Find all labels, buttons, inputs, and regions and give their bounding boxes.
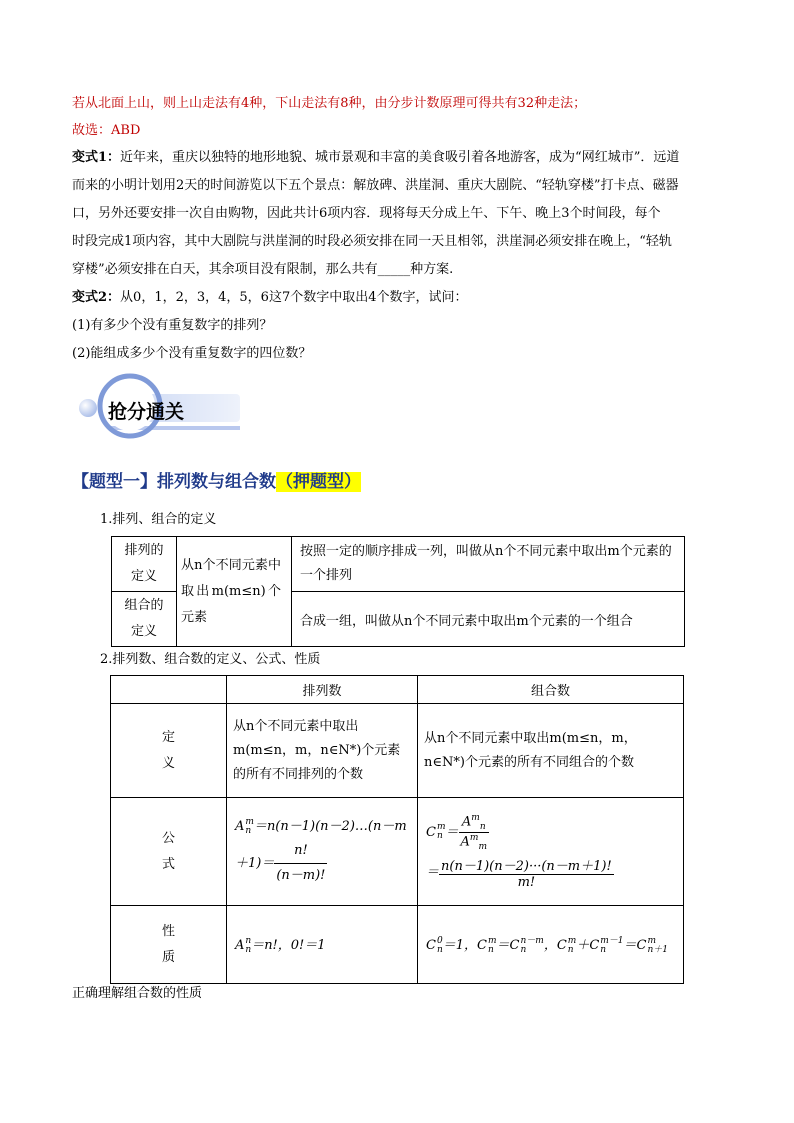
perm-formula: A m n ＝n(n－1)(n－2)…(n－m ＋1)＝ $\frac{n!}{(n-m)!}$: [227, 798, 418, 906]
variant2-label: 变式2：: [72, 290, 121, 305]
variant1-line: 口，另外还要安排一次自由购物，因此共计6项内容．现将每天分成上午、下午、晚上3个时间段，每个: [72, 206, 661, 221]
formula-table: [110, 675, 684, 984]
answer-choice: 故选：ABD: [72, 123, 141, 138]
row-prop-label: 性质: [111, 906, 227, 984]
subheading-1: 1.排列、组合的定义: [100, 512, 217, 527]
comb-def-label: 组合的定义: [112, 592, 177, 647]
variant1-line: 而来的小明计划用2天的时间游览以下五个景点：解放碑、洪崖洞、重庆大剧院、“轻轨穿楼”打卡点、磁器: [72, 178, 679, 193]
variant2-q1: (1)有多少个没有重复数字的排列？: [72, 318, 273, 333]
variant2-line: [72, 288, 468, 308]
def-comb: 从n个不同元素中取出m(m≤n，m，n∈N*)个元素的所有不同组合的个数: [418, 704, 684, 798]
comb-property: C 0 n ＝1，C m n ＝C n－m n ，C m n ＋C m－1 n ＝C m n＋1: [418, 906, 684, 984]
shared-desc: 从n个不同元素中取出m(m≤n)个元素: [181, 557, 281, 625]
section-highlight: （押题型）: [276, 472, 361, 492]
variant2-text: 从0，1，2，3，4，5，6这7个数字中取出4个数字，试问：: [120, 290, 468, 305]
variant2-q2: (2)能组成多少个没有重复数字的四位数？: [72, 346, 312, 361]
footer-text: 正确理解组合数的性质: [72, 986, 203, 1001]
answer-line: 若从北面上山，则上山走法有4种，下山走法有8种，由分步计数原理可得共有32种走法；: [72, 96, 587, 111]
perm-def-desc: 按照一定的顺序排成一列，叫做从n个不同元素中取出m个元素的一个排列: [292, 537, 685, 592]
variant1-label: 变式1：: [72, 150, 121, 165]
def-perm: 从n个不同元素中取出m(m≤n，m，n∈N*)个元素的所有不同排列的个数: [227, 704, 418, 798]
subheading-2: 2.排列数、组合数的定义、公式、性质: [100, 652, 321, 667]
perm-def-label: 排列的定义: [112, 537, 177, 592]
section-title: 【题型一】排列数与组合数: [72, 472, 276, 492]
comb-formula: C m n ＝ $\frac{A^m_n}{A^m_m}$ ＝ $\frac{n(n-1)(n-2)\cdot\cdot\cdot(n-m+1)!}{m!}$: [418, 798, 684, 906]
variant1-line: [72, 148, 679, 168]
variant1-line: 穿楼”必须安排在白天，其余项目没有限制，那么共有_____种方案.: [72, 262, 454, 277]
definition-table: [111, 536, 685, 647]
shared-desc-cell: [177, 537, 292, 647]
header-empty: [111, 676, 227, 704]
banner-title: 抢分通关: [108, 401, 185, 423]
perm-property: A n n ＝n!，0!＝1: [227, 906, 418, 984]
variant1-line: 时段完成1项内容，其中大剧院与洪崖洞的时段必须安排在同一天且相邻，洪崖洞必须安排在晚上，“轻轨: [72, 234, 672, 249]
row-formula-label: 公式: [111, 798, 227, 906]
row-def-label: 定义: [111, 704, 227, 798]
header-comb: 组合数: [418, 676, 684, 704]
comb-def-desc: 合成一组，叫做从n个不同元素中取出m个元素的一个组合: [292, 592, 685, 647]
variant1-text: 近年来，重庆以独特的地形地貌、城市景观和丰富的美食吸引着各地游客，成为“网红城市”．远道: [120, 150, 680, 165]
header-perm: 排列数: [227, 676, 418, 704]
section-heading: [72, 467, 361, 492]
